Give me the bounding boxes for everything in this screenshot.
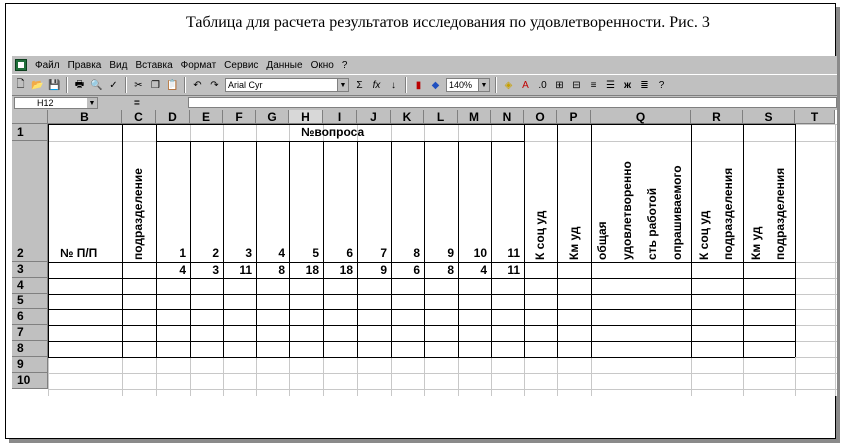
column-header-l[interactable]: L: [424, 110, 458, 124]
header-question-10: 10: [473, 246, 487, 260]
header-np: № П/П: [60, 246, 98, 260]
menu-format[interactable]: Формат: [180, 59, 217, 71]
table-border: [48, 325, 795, 326]
function-icon[interactable]: fx: [372, 79, 381, 91]
table-border: [48, 124, 795, 125]
menu-insert[interactable]: Вставка: [135, 59, 173, 71]
menu-window[interactable]: Окно: [310, 59, 334, 71]
cell-row3-value[interactable]: 11: [239, 263, 252, 277]
header-km-subdivision-line: Км уд: [749, 226, 763, 260]
drawing-icon[interactable]: ◆: [431, 79, 440, 91]
table-border: [795, 124, 796, 357]
spelling-icon[interactable]: ✓: [109, 79, 118, 91]
worksheet-grid[interactable]: [12, 110, 837, 396]
column-header-d[interactable]: D: [156, 110, 190, 124]
redo-icon[interactable]: ↷: [210, 79, 219, 91]
column-header-n[interactable]: N: [491, 110, 524, 124]
header-question-4: 4: [278, 246, 285, 260]
table-border: [122, 124, 123, 357]
header-general-satisfaction-line: общая: [595, 221, 609, 260]
autosum-icon[interactable]: Σ: [356, 79, 363, 91]
header-question-5: 5: [312, 246, 319, 260]
font-name-select[interactable]: [225, 78, 349, 92]
header-general-satisfaction-line: опрашиваемого: [670, 165, 684, 260]
table-border: [48, 309, 795, 310]
align-left-icon[interactable]: ☰: [606, 79, 615, 91]
row-header-9[interactable]: 9: [12, 357, 48, 373]
cell-row3-value[interactable]: 8: [447, 263, 454, 277]
cell-row3-value[interactable]: 11: [507, 263, 520, 277]
cell-row3-value[interactable]: 6: [413, 263, 420, 277]
sort-ascending-icon[interactable]: ↓: [391, 79, 396, 91]
row-header-3[interactable]: 3: [12, 262, 48, 278]
toolbar-separator: [495, 77, 497, 93]
menu-view[interactable]: Вид: [109, 59, 128, 71]
cell-reference: H12: [37, 98, 54, 108]
row-header-10[interactable]: 10: [12, 373, 48, 389]
cell-row3-value[interactable]: 3: [212, 263, 219, 277]
header-question-3: 3: [245, 246, 252, 260]
chevron-down-icon[interactable]: ▼: [88, 99, 96, 107]
column-header-t[interactable]: T: [795, 110, 835, 124]
print-preview-icon[interactable]: 🔍: [90, 79, 103, 91]
column-header-e[interactable]: E: [190, 110, 223, 124]
zoom-select[interactable]: [446, 78, 490, 92]
cell-row3-value[interactable]: 8: [278, 263, 285, 277]
table-border: [591, 124, 592, 357]
header-km: Км уд: [567, 226, 581, 260]
print-icon[interactable]: 🖶: [74, 78, 85, 90]
column-header-c[interactable]: C: [122, 110, 156, 124]
column-header-i[interactable]: I: [323, 110, 357, 124]
menu-tools[interactable]: Сервис: [224, 59, 259, 71]
header-question-2: 2: [212, 246, 219, 260]
table-border: [48, 278, 795, 279]
open-icon[interactable]: 📂: [31, 79, 44, 91]
column-header-b[interactable]: B: [48, 110, 122, 124]
help-icon[interactable]: ?: [658, 79, 665, 91]
column-header-m[interactable]: M: [458, 110, 491, 124]
table-border: [557, 124, 558, 357]
table-border: [691, 124, 692, 357]
menu-data[interactable]: Данные: [266, 59, 303, 71]
borders-icon[interactable]: ⊞: [555, 79, 564, 91]
cell-row3-value[interactable]: 4: [480, 263, 487, 277]
header-question-1: 1: [179, 246, 186, 260]
align-right-icon[interactable]: ≣: [640, 79, 649, 91]
excel-window: [12, 56, 837, 396]
formula-input[interactable]: [188, 97, 837, 108]
menu-edit[interactable]: Правка: [67, 59, 102, 71]
cell-row3-value[interactable]: 18: [339, 263, 353, 277]
menu-file[interactable]: Файл: [35, 59, 60, 71]
header-question-number: №вопроса: [301, 125, 365, 139]
decimal-icon[interactable]: .0: [538, 79, 547, 91]
font-name-value: Arial Cyr: [228, 80, 263, 90]
gridline: [48, 373, 837, 374]
formula-bar: [12, 96, 837, 110]
table-border: [743, 124, 744, 357]
column-header-q[interactable]: Q: [591, 110, 691, 124]
row-header-5[interactable]: 5: [12, 294, 48, 309]
select-all-corner[interactable]: [12, 110, 48, 124]
fill-color-icon[interactable]: ◈: [504, 79, 513, 91]
zoom-value: 140%: [449, 80, 473, 90]
menu-help[interactable]: ?: [341, 59, 348, 71]
column-header-f[interactable]: F: [223, 110, 256, 124]
header-km-subdivision-line: подразделения: [773, 167, 787, 260]
cell-row3-value[interactable]: 4: [179, 263, 186, 277]
undo-icon[interactable]: ↶: [193, 79, 202, 91]
chevron-down-icon[interactable]: ▼: [478, 79, 489, 91]
column-header-g[interactable]: G: [256, 110, 289, 124]
header-k-soc-subdivision-line: К соц уд: [697, 210, 711, 260]
merge-icon[interactable]: ⊟: [572, 79, 581, 91]
cell-row3-value[interactable]: 18: [305, 263, 319, 277]
row-header-1[interactable]: 1: [12, 124, 48, 141]
header-subdivision: подразделение: [131, 168, 145, 260]
column-header-o[interactable]: O: [524, 110, 557, 124]
column-header-h[interactable]: H: [289, 110, 323, 124]
chart-wizard-icon[interactable]: ▮: [415, 79, 422, 91]
header-question-8: 8: [413, 246, 420, 260]
column-header-r[interactable]: R: [691, 110, 743, 124]
row-header-6[interactable]: 6: [12, 309, 48, 325]
chevron-down-icon[interactable]: ▼: [337, 79, 348, 91]
save-icon[interactable]: 💾: [48, 79, 61, 91]
header-general-satisfaction-line: удовлетворенно: [620, 161, 634, 260]
row-header-7[interactable]: 7: [12, 325, 48, 341]
cell-row3-value[interactable]: 9: [380, 263, 387, 277]
header-question-11: 11: [507, 246, 520, 260]
column-header-k[interactable]: K: [391, 110, 424, 124]
column-header-j[interactable]: J: [357, 110, 391, 124]
header-k-soc-subdivision-line: подразделения: [721, 167, 735, 260]
formula-equals: =: [134, 97, 140, 109]
font-color-icon[interactable]: A: [522, 79, 529, 91]
header-question-9: 9: [447, 246, 454, 260]
table-border: [524, 124, 525, 357]
bold-button[interactable]: ж: [623, 79, 632, 91]
column-header-s[interactable]: S: [743, 110, 795, 124]
header-general-satisfaction-line: сть работой: [645, 187, 659, 260]
column-header-p[interactable]: P: [557, 110, 591, 124]
table-border: [48, 357, 795, 358]
name-box[interactable]: [14, 97, 98, 109]
toolbar-separator: [125, 77, 127, 93]
copy-icon[interactable]: ❐: [151, 79, 160, 91]
header-question-7: 7: [380, 246, 387, 260]
menu-bar: [12, 56, 837, 74]
excel-doc-icon[interactable]: [15, 59, 27, 71]
table-border: [48, 124, 49, 357]
gridline: [835, 124, 836, 396]
paste-icon[interactable]: 📋: [166, 79, 179, 91]
new-icon[interactable]: 🗋: [16, 78, 25, 90]
table-border: [48, 341, 795, 342]
gridline: [48, 389, 837, 390]
toolbar-separator: [405, 77, 407, 93]
table-border: [156, 124, 157, 357]
table-border: [48, 294, 795, 295]
align-center-icon[interactable]: ≡: [590, 79, 597, 91]
row-header-8[interactable]: 8: [12, 341, 48, 357]
header-k-soc: К соц уд: [533, 210, 547, 260]
toolbar-separator: [66, 77, 68, 93]
cut-icon[interactable]: ✂: [134, 79, 143, 91]
standard-toolbar: [12, 74, 837, 96]
row-header-2[interactable]: 2: [12, 141, 48, 262]
toolbar-separator: [184, 77, 186, 93]
table-border: [156, 141, 524, 142]
header-question-6: 6: [346, 246, 353, 260]
row-header-4[interactable]: 4: [12, 278, 48, 294]
figure-caption: Таблица для расчета результатов исследования по удовлетворенности. Рис. 3: [186, 14, 710, 31]
